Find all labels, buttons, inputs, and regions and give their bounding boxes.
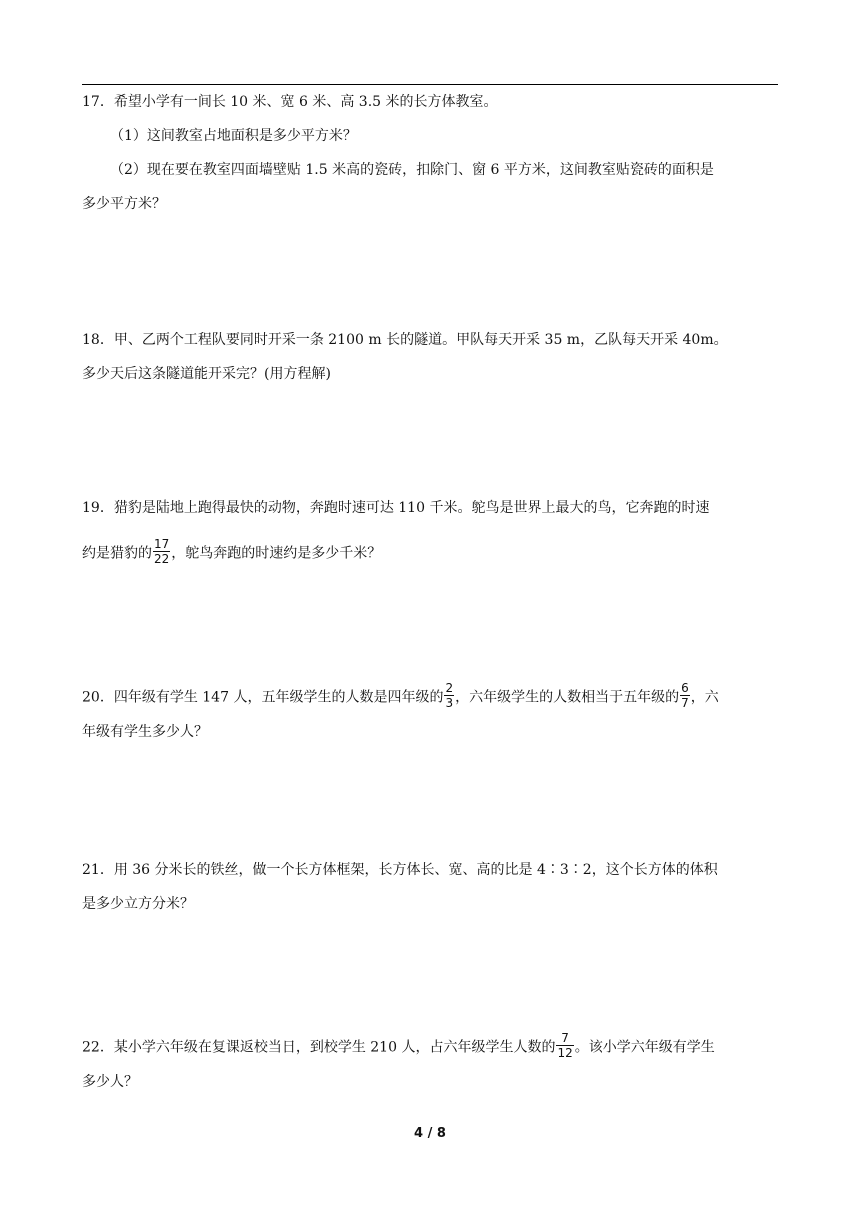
q21-number: 21． <box>82 862 114 878</box>
q22-number: 22． <box>82 1039 114 1056</box>
q20-frac1-numerator: 2 <box>445 681 454 695</box>
page-indicator: 4 / 8 <box>414 1126 446 1141</box>
q20-line1 <box>82 681 719 711</box>
q20-fraction-2 <box>680 682 690 709</box>
q22-text-1a: 某小学六年级在复课返校当日，到校学生 210 人，占六年级学生人数的 <box>113 1039 556 1056</box>
q19-text-1: 猎豹是陆地上跑得最快的动物，奔跑时速可达 110 千米。鸵鸟是世界上最大的鸟，它奔跑的时速 <box>113 500 710 516</box>
q19-line2 <box>82 537 382 567</box>
q22-frac-denominator: 12 <box>557 1046 573 1060</box>
q22-line2: 多少人？ <box>82 1074 138 1090</box>
q20-frac2-numerator: 6 <box>681 681 689 695</box>
q20-seg3: ，六 <box>690 689 719 706</box>
q17-stem: 希望小学有一间长 10 米、宽 6 米、高 3.5 米的长方体教室。 <box>113 94 498 110</box>
q17-part2-line2: 多少平方米？ <box>82 196 166 212</box>
q21-line1 <box>82 860 718 880</box>
q18-number: 18． <box>82 332 114 348</box>
q21-text-1: 用 36 分米长的铁丝，做一个长方体框架，长方体长、宽、高的比是 4∶3∶2，这个长方体的体积 <box>113 862 718 878</box>
header-rule <box>82 84 778 85</box>
q22-text-1b: 。该小学六年级有学生 <box>574 1039 715 1056</box>
q19-fraction <box>153 538 170 565</box>
q20-seg2: ，六年级学生的人数相当于五年级的 <box>455 689 680 706</box>
q19-frac-numerator: 17 <box>154 537 170 551</box>
q21-line2: 是多少立方分米？ <box>82 896 194 912</box>
q20-frac1-denominator: 3 <box>445 696 454 710</box>
q19-text-2a: 约是猎豹的 <box>82 545 152 562</box>
q18-line1 <box>82 330 728 350</box>
q19-line1 <box>82 498 709 518</box>
q20-seg1: 四年级有学生 147 人，五年级学生的人数是四年级的 <box>113 689 444 706</box>
q22-fraction <box>556 1032 573 1059</box>
q20-number: 20． <box>82 689 114 706</box>
q17-part2-line1: （2）现在要在教室四面墙壁贴 1.5 米高的瓷砖，扣除门、窗 6 平方米，这间教室贴瓷砖的面积是 <box>110 162 714 178</box>
q20-frac2-denominator: 7 <box>681 696 689 710</box>
q17-stem-line <box>82 92 498 112</box>
q17-part1: （1）这间教室占地面积是多少平方米？ <box>110 128 357 144</box>
q19-text-2b: ，鸵鸟奔跑的时速约是多少千米？ <box>171 545 382 562</box>
q19-number: 19． <box>82 500 114 516</box>
q22-line1 <box>82 1031 715 1061</box>
q20-fraction-1 <box>444 682 454 709</box>
q18-text-1: 甲、乙两个工程队要同时开采一条 2100 m 长的隧道。甲队每天开采 35 m，乙队每天开采 40m。 <box>113 332 728 348</box>
q18-line2: 多少天后这条隧道能开采完？(用方程解) <box>82 366 331 382</box>
q20-line2: 年级有学生多少人？ <box>82 724 208 740</box>
q19-frac-denominator: 22 <box>154 552 170 566</box>
q17-number: 17． <box>82 94 114 110</box>
q22-frac-numerator: 7 <box>556 1032 573 1046</box>
